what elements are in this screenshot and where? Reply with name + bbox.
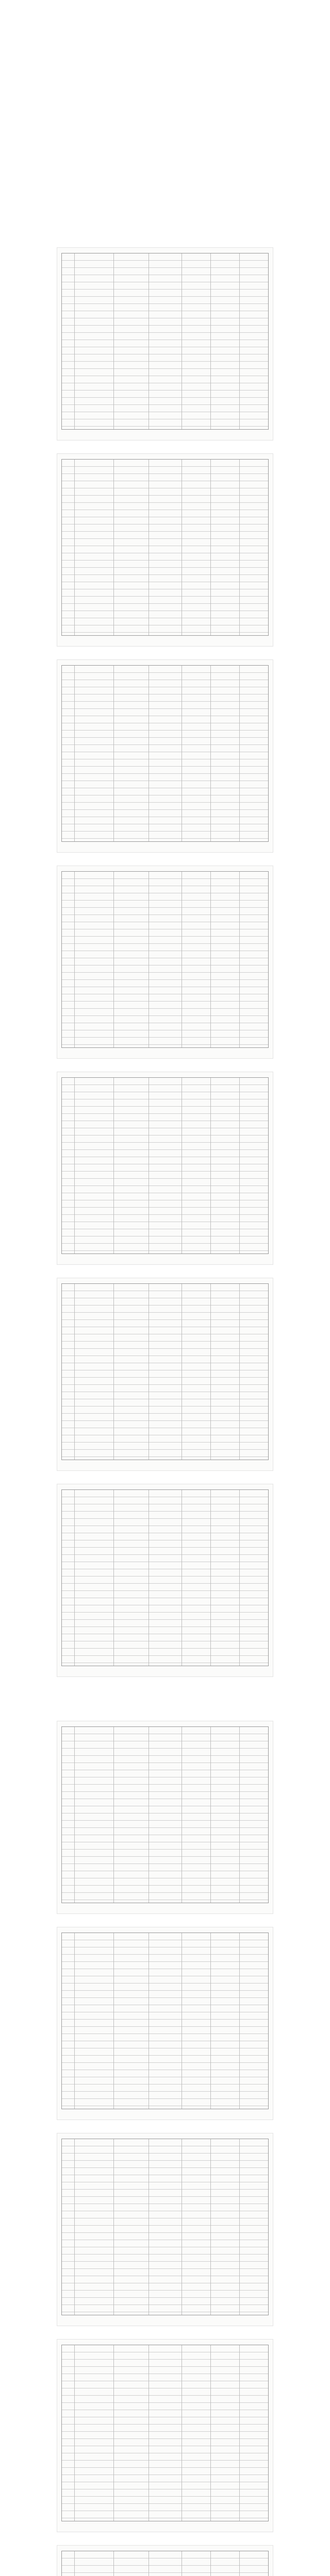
- scanned-table-page: [57, 2339, 273, 2532]
- table-column-rule: [210, 1727, 211, 1903]
- table-column-rule: [210, 1284, 211, 1460]
- scanned-table-page: [57, 453, 273, 647]
- table-column-rule: [239, 666, 240, 841]
- table-column-rule: [113, 872, 114, 1047]
- table-column-rule: [113, 1490, 114, 1666]
- table-grid: [61, 1077, 269, 1254]
- table-column-rule: [74, 666, 75, 841]
- table-column-rule: [74, 1490, 75, 1666]
- table-column-rule: [210, 2139, 211, 2315]
- table-grid: [61, 2345, 269, 2521]
- table-column-rule: [148, 1078, 149, 1253]
- table-column-rule: [113, 1933, 114, 2109]
- table-column-rule: [74, 1284, 75, 1460]
- scanned-table-page: [57, 1927, 273, 2120]
- table-column-rule: [148, 666, 149, 841]
- table-grid: [61, 1283, 269, 1460]
- scanned-table-page: [57, 1484, 273, 1677]
- table-column-rule: [210, 253, 211, 429]
- table-column-rule: [148, 460, 149, 635]
- table-column-rule: [113, 460, 114, 635]
- table-grid: [61, 253, 269, 430]
- table-column-rule: [239, 2139, 240, 2315]
- table-grid: [61, 1933, 269, 2109]
- table-column-rule: [210, 1933, 211, 2109]
- table-column-rule: [113, 253, 114, 429]
- table-column-rule: [113, 2139, 114, 2315]
- table-column-rule: [210, 1490, 211, 1666]
- scanned-table-page: [57, 2545, 273, 2576]
- table-column-rule: [148, 1727, 149, 1903]
- table-column-rule: [113, 2551, 114, 2576]
- table-column-rule: [210, 460, 211, 635]
- table-grid: [61, 871, 269, 1048]
- table-column-rule: [113, 1727, 114, 1903]
- table-column-rule: [239, 1727, 240, 1903]
- table-column-rule: [148, 1933, 149, 2109]
- table-column-rule: [74, 460, 75, 635]
- table-column-rule: [148, 2139, 149, 2315]
- table-column-rule: [239, 1078, 240, 1253]
- scanned-table-page: [57, 2133, 273, 2326]
- scanned-table-page: [57, 1278, 273, 1471]
- table-column-rule: [148, 872, 149, 1047]
- table-column-rule: [148, 2345, 149, 2521]
- table-column-rule: [239, 253, 240, 429]
- scanned-table-page: [57, 866, 273, 1059]
- table-column-rule: [74, 2345, 75, 2521]
- table-column-rule: [74, 872, 75, 1047]
- table-column-rule: [239, 2345, 240, 2521]
- table-column-rule: [113, 666, 114, 841]
- table-column-rule: [113, 1078, 114, 1253]
- table-grid: [61, 665, 269, 842]
- table-column-rule: [210, 666, 211, 841]
- table-column-rule: [210, 872, 211, 1047]
- table-column-rule: [239, 1490, 240, 1666]
- table-column-rule: [74, 1727, 75, 1903]
- table-column-rule: [74, 2551, 75, 2576]
- table-column-rule: [74, 253, 75, 429]
- table-grid: [61, 2139, 269, 2315]
- table-grid: [61, 1489, 269, 1666]
- table-grid: [61, 459, 269, 636]
- table-column-rule: [113, 2345, 114, 2521]
- table-column-rule: [74, 1933, 75, 2109]
- table-column-rule: [239, 872, 240, 1047]
- table-column-rule: [148, 1284, 149, 1460]
- table-column-rule: [74, 2139, 75, 2315]
- table-column-rule: [239, 1933, 240, 2109]
- notice-header: [0, 0, 330, 242]
- table-column-rule: [239, 2551, 240, 2576]
- table-column-rule: [74, 1078, 75, 1253]
- scanned-table-page: [57, 659, 273, 853]
- table-column-rule: [210, 2551, 211, 2576]
- table-column-rule: [148, 1490, 149, 1666]
- scanned-table-page: [57, 1721, 273, 1914]
- table-column-rule: [148, 2551, 149, 2576]
- scanned-table-page: [57, 1072, 273, 1265]
- table-column-rule: [148, 253, 149, 429]
- table-column-rule: [210, 2345, 211, 2521]
- table-column-rule: [239, 460, 240, 635]
- scanned-table-page: [57, 247, 273, 440]
- table-column-rule: [113, 1284, 114, 1460]
- table-grid: [61, 1726, 269, 1903]
- table-grid: [61, 2551, 269, 2576]
- table-column-rule: [239, 1284, 240, 1460]
- table-column-rule: [210, 1078, 211, 1253]
